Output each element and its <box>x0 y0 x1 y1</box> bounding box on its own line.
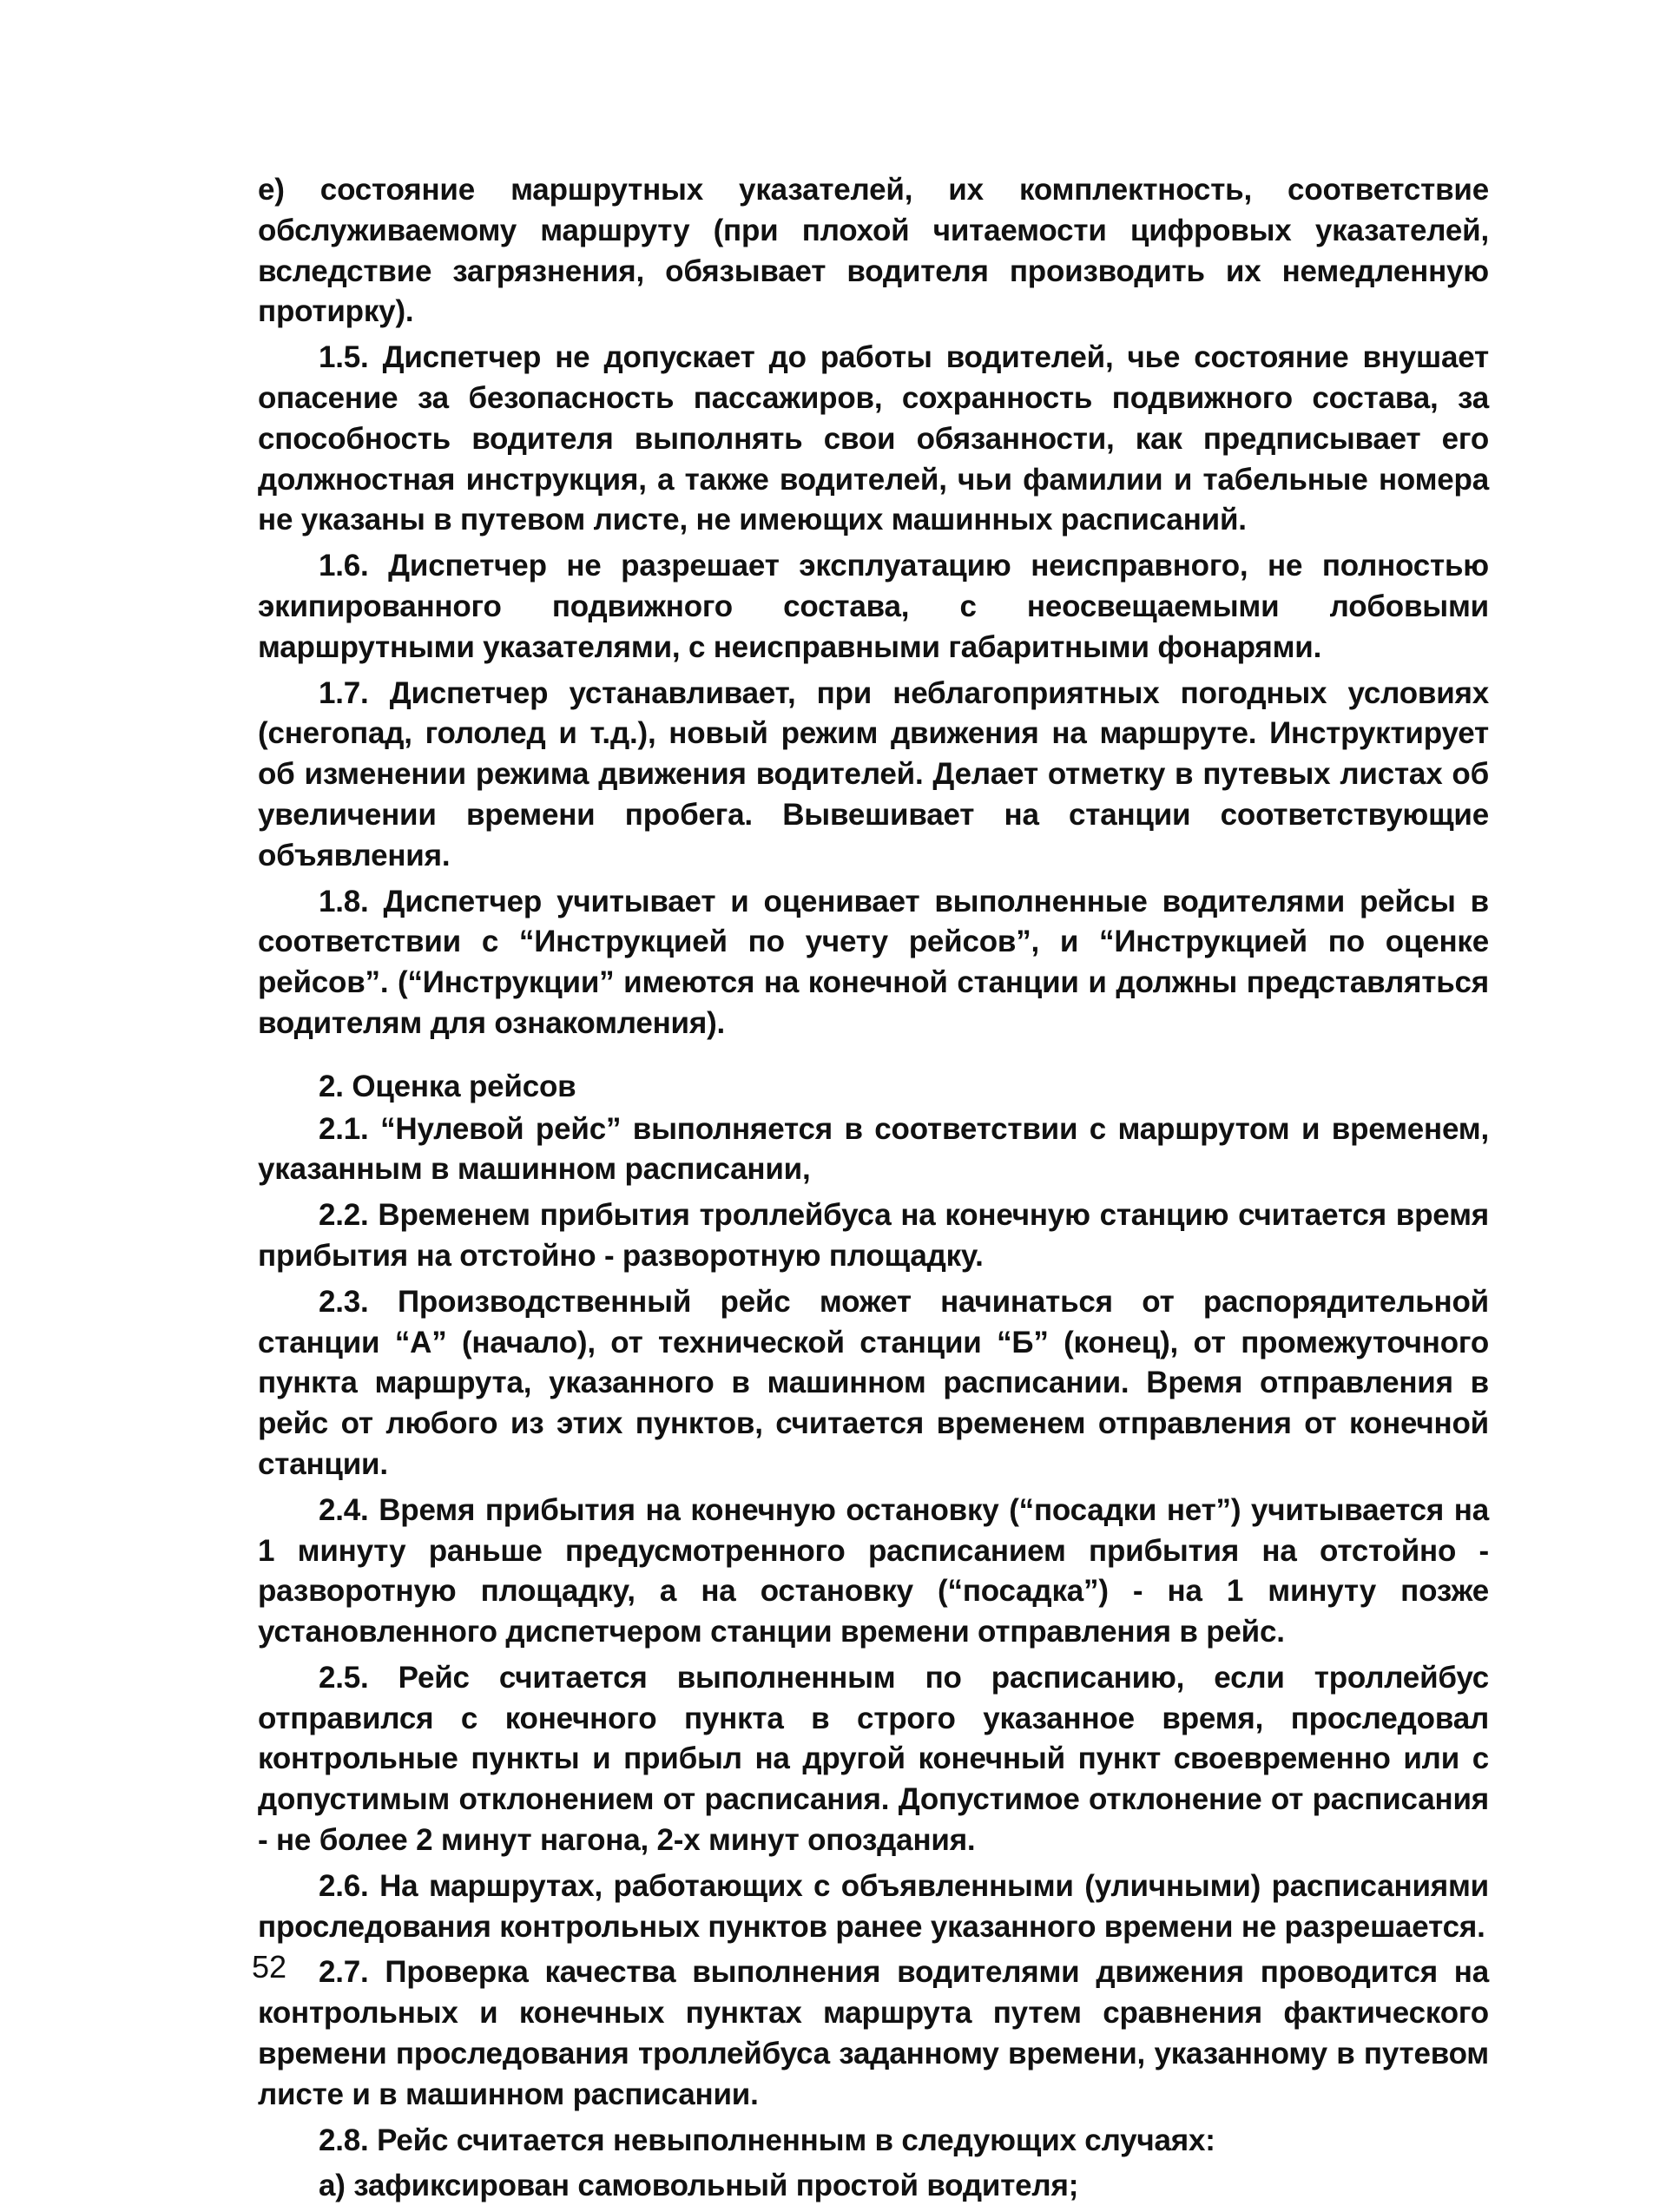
paragraph-2-1: 2.1. “Нулевой рейс” выполняется в соответствии с маршрутом и временем, указанным в машинном расписании, <box>258 1111 1489 1187</box>
paragraph-1-5: 1.5. Диспетчер не допускает до работы водителей, чье состояние внушает опасение за безопасность пассажиров, сохранность подвижного состава, за способность водителя выполнять свои обязанности, как предписывает его должностная инструкция, а также водителей, чьи фамилии и табельные номера не указаны в путевом листе, не имеющих машинных расписаний. <box>258 340 1489 537</box>
paragraph-1-8: 1.8. Диспетчер учитывает и оценивает выполненные водителями рейсы в соответствии с “Инструкцией по учету рейсов”, и “Инструкцией по оценке рейсов”. (“Инструкции” имеются на конечной станции и должны представляться водителям для ознакомления). <box>258 884 1489 1040</box>
paragraph-1-7: 1.7. Диспетчер устанавливает, при неблагоприятных погодных условиях (снегопад, гололед и т.д.), новый режим движения на маршруте. Инструктирует об изменении режима движения водителей. Делает отметку в путевых листах об увеличении времени пробега. Вывешивает на станции соответствующие объявления. <box>258 675 1489 872</box>
paragraph-2-6: 2.6. На маршрутах, работающих с объявленными (уличными) расписаниями проследования контрольных пунктов ранее указанного времени не разрешается. <box>258 1868 1489 1944</box>
page-number: 52 <box>252 1949 287 1985</box>
paragraph-2-4: 2.4. Время прибытия на конечную остановку (“посадки нет”) учитывается на 1 минуту раньше предусмотренного расписанием прибытия на отстойно - разворотную площадку, а на остановку (“посадка”) - на 1 минуту позже установленного диспетчером станции времени отправления в рейс. <box>258 1492 1489 1649</box>
paragraph-2-5: 2.5. Рейс считается выполненным по расписанию, если троллейбус отправился с конечного пункта в строго указанное время, проследовал контрольные пункты и прибыл на другой конечный пункт своевременно или с допустимым отклонением от расписания. Допустимое отклонение от расписания - не более 2 минут нагона, 2-х минут опоздания. <box>258 1660 1489 1858</box>
paragraph-e: е) состояние маршрутных указателей, их комплектность, соответствие обслуживаемому маршруту (при плохой читаемости цифровых указателей, вследствие загрязнения, обязывает водителя производить их немедленную протирку). <box>258 173 1489 329</box>
paragraph-a: а) зафиксирован самовольный простой водителя; <box>319 2169 1079 2203</box>
paragraph-2-7: 2.7. Проверка качества выполнения водителями движения проводится на контрольных и конечных пунктах маршрута путем сравнения фактического времени проследования троллейбуса заданному времени, указанному в путевом листе и в машинном расписании. <box>258 1955 1489 2111</box>
paragraph-2-3: 2.3. Производственный рейс может начинаться от распорядительной станции “А” (начало), от технической станции “Б” (конец), от промежуточного пункта маршрута, указанного в машинном расписании. Время отправления в рейс от любого из этих пунктов, считается временем отправления от конечной станции. <box>258 1284 1489 1481</box>
paragraph-1-6: 1.6. Диспетчер не разрешает эксплуатацию неисправного, не полностью экипированного подвижного состава, с неосвещаемыми лобовыми маршрутными указателями, с неисправными габаритными фонарями. <box>258 549 1489 664</box>
main-text <box>258 170 1489 2212</box>
section-heading: 2. Оценка рейсов <box>319 1069 576 1103</box>
paragraph-2-8: 2.8. Рейс считается невыполненным в следующих случаях: <box>319 2123 1215 2157</box>
paragraph-2-2: 2.2. Временем прибытия троллейбуса на конечную станцию считается время прибытия на отстойно - разворотную площадку. <box>258 1198 1489 1273</box>
